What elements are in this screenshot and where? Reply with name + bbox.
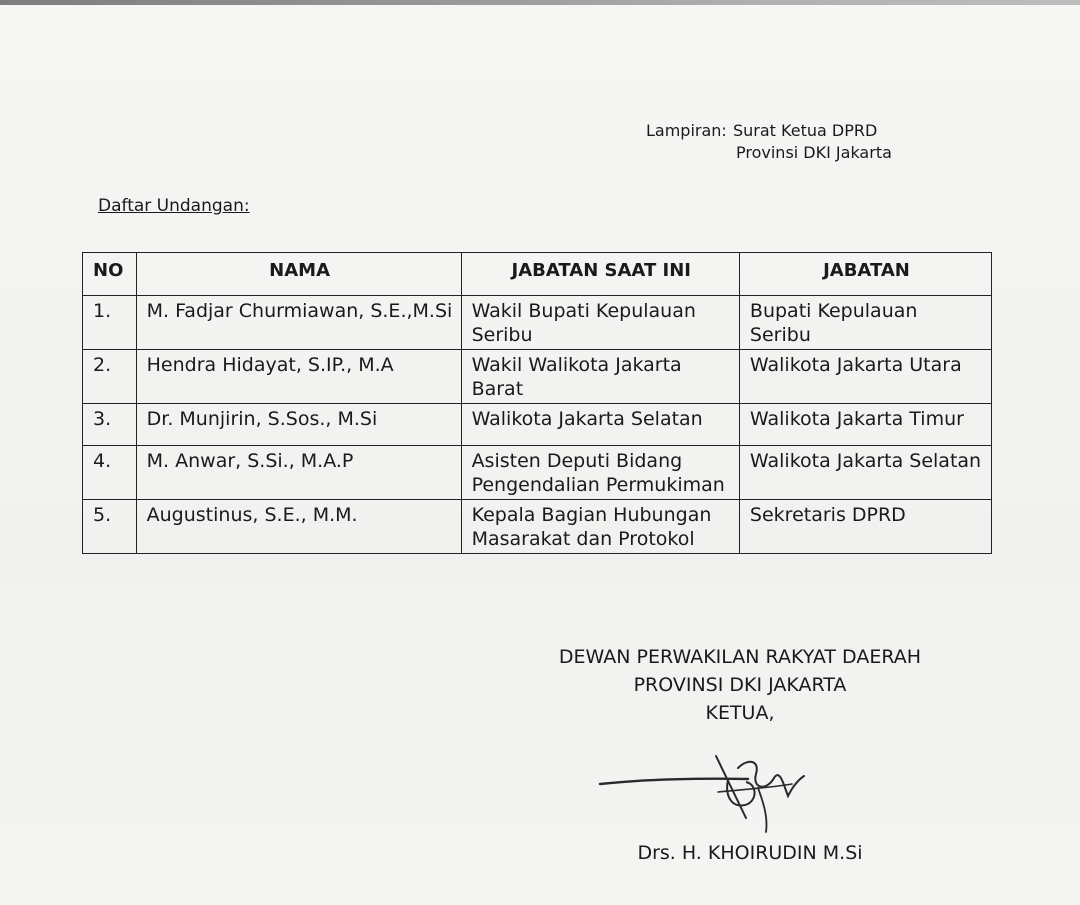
header-nama: NAMA — [136, 253, 461, 296]
invitation-table — [82, 252, 992, 554]
cell-no: 4. — [83, 446, 137, 500]
page-edge-shadow — [0, 0, 1080, 5]
cell-jabatan: Walikota Jakarta Utara — [739, 350, 991, 404]
cell-nama: Dr. Munjirin, S.Sos., M.Si — [136, 404, 461, 446]
invitation-list-heading: Daftar Undangan: — [98, 196, 250, 216]
cell-jabatan-saat-ini: Kepala Bagian Hubungan Masarakat dan Protokol — [461, 500, 739, 554]
handwritten-signature — [598, 748, 828, 842]
cell-nama: M. Anwar, S.Si., M.A.P — [136, 446, 461, 500]
table-row — [83, 446, 992, 500]
attachment-header — [646, 120, 892, 164]
cell-nama: Augustinus, S.E., M.M. — [136, 500, 461, 554]
cell-jabatan: Sekretaris DPRD — [739, 500, 991, 554]
signature-scribble — [598, 748, 828, 838]
cell-nama: Hendra Hidayat, S.IP., M.A — [136, 350, 461, 404]
cell-jabatan-saat-ini: Asisten Deputi Bidang Pengendalian Permukiman — [461, 446, 739, 500]
cell-jabatan-saat-ini: Wakil Bupati Kepulauan Seribu — [461, 296, 739, 350]
header-jabatan-saat-ini: JABATAN SAAT INI — [461, 253, 739, 296]
attachment-value-2: Provinsi DKI Jakarta — [736, 143, 892, 162]
table-header-row — [83, 253, 992, 296]
attachment-value-1: Surat Ketua DPRD — [733, 121, 878, 140]
cell-jabatan-saat-ini: Wakil Walikota Jakarta Barat — [461, 350, 739, 404]
cell-jabatan-saat-ini: Walikota Jakarta Selatan — [461, 404, 739, 446]
signer-name: Drs. H. KHOIRUDIN M.Si — [637, 842, 863, 864]
table-row — [83, 350, 992, 404]
cell-jabatan: Bupati Kepulauan Seribu — [739, 296, 991, 350]
signature-block — [520, 643, 960, 727]
institution-line-1: DEWAN PERWAKILAN RAKYAT DAERAH — [558, 646, 922, 668]
attachment-line-1 — [646, 120, 892, 142]
header-no: NO — [83, 253, 137, 296]
cell-no: 2. — [83, 350, 137, 404]
header-jabatan: JABATAN — [739, 253, 991, 296]
cell-jabatan: Walikota Jakarta Selatan — [739, 446, 991, 500]
cell-nama: M. Fadjar Churmiawan, S.E.,M.Si — [136, 296, 461, 350]
cell-no: 3. — [83, 404, 137, 446]
table-row — [83, 500, 992, 554]
table-row — [83, 404, 992, 446]
table-row — [83, 296, 992, 350]
attachment-label: Lampiran: — [646, 121, 727, 140]
position-line: KETUA, — [705, 702, 775, 724]
cell-no: 5. — [83, 500, 137, 554]
cell-jabatan: Walikota Jakarta Timur — [739, 404, 991, 446]
institution-line-2: PROVINSI DKI JAKARTA — [633, 674, 847, 696]
cell-no: 1. — [83, 296, 137, 350]
